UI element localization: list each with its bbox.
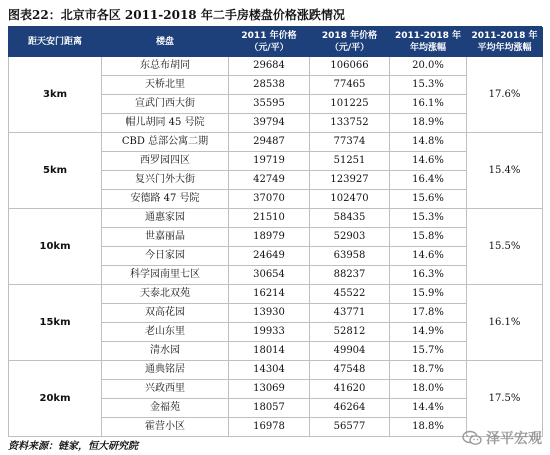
estate-cell: 西罗园四区 xyxy=(102,152,229,171)
growth-cell: 14.4% xyxy=(390,399,467,418)
estate-cell: 兴政西里 xyxy=(102,380,229,399)
price-2018-cell: 49904 xyxy=(310,342,390,361)
estate-cell: 安德路 47 号院 xyxy=(102,190,229,209)
estate-cell: 世嘉丽晶 xyxy=(102,228,229,247)
header-avg-line1: 2011-2018 年 xyxy=(471,31,538,41)
price-2018-cell: 77465 xyxy=(310,76,390,95)
estate-cell: 科学园南里七区 xyxy=(102,266,229,285)
price-2011-cell: 19719 xyxy=(229,152,310,171)
growth-cell: 14.8% xyxy=(390,133,467,152)
growth-cell: 18.7% xyxy=(390,361,467,380)
header-price-2018-line1: 2018 年价格 xyxy=(321,31,378,41)
growth-cell: 15.3% xyxy=(390,76,467,95)
price-2011-cell: 16978 xyxy=(229,418,310,437)
price-2018-cell: 133752 xyxy=(310,114,390,133)
growth-cell: 17.8% xyxy=(390,304,467,323)
estate-cell: 复兴门外大街 xyxy=(102,171,229,190)
avg-growth-cell: 17.6% xyxy=(467,57,543,133)
price-2018-cell: 52903 xyxy=(310,228,390,247)
price-2018-cell: 46264 xyxy=(310,399,390,418)
price-2011-cell: 24649 xyxy=(229,247,310,266)
avg-growth-cell: 17.5% xyxy=(467,361,543,437)
growth-cell: 14.6% xyxy=(390,247,467,266)
price-2011-cell: 37070 xyxy=(229,190,310,209)
distance-cell: 15km xyxy=(9,285,102,361)
price-2011-cell: 19933 xyxy=(229,323,310,342)
estate-cell: 宣武门西大街 xyxy=(102,95,229,114)
table-row xyxy=(9,209,543,228)
estate-cell: 通惠家园 xyxy=(102,209,229,228)
header-growth-line2: 年均涨幅 xyxy=(409,43,446,53)
price-2018-cell: 123927 xyxy=(310,171,390,190)
price-2011-cell: 29684 xyxy=(229,57,310,76)
price-2011-cell: 21510 xyxy=(229,209,310,228)
estate-cell: 帽儿胡同 45 号院 xyxy=(102,114,229,133)
growth-cell: 16.3% xyxy=(390,266,467,285)
distance-cell: 5km xyxy=(9,133,102,209)
header-growth xyxy=(390,28,467,57)
price-2018-cell: 56577 xyxy=(310,418,390,437)
price-2011-cell: 14304 xyxy=(229,361,310,380)
header-price-2011-line2: （元/平） xyxy=(249,43,289,53)
table-header-row xyxy=(9,28,543,57)
distance-cell: 10km xyxy=(9,209,102,285)
price-2018-cell: 101225 xyxy=(310,95,390,114)
table-body xyxy=(9,57,543,437)
header-distance: 距天安门距离 xyxy=(9,28,102,57)
avg-growth-cell: 15.4% xyxy=(467,133,543,209)
price-2018-cell: 106066 xyxy=(310,57,390,76)
price-2011-cell: 18014 xyxy=(229,342,310,361)
growth-cell: 14.6% xyxy=(390,152,467,171)
header-avg-line2: 平均年均涨幅 xyxy=(477,43,532,53)
distance-cell: 3km xyxy=(9,57,102,133)
price-2011-cell: 42749 xyxy=(229,171,310,190)
price-2011-cell: 28538 xyxy=(229,76,310,95)
estate-cell: 东总布胡同 xyxy=(102,57,229,76)
growth-cell: 14.9% xyxy=(390,323,467,342)
table-row xyxy=(9,361,543,380)
estate-cell: CBD 总部公寓二期 xyxy=(102,133,229,152)
price-2018-cell: 43771 xyxy=(310,304,390,323)
price-2011-cell: 39794 xyxy=(229,114,310,133)
price-2018-cell: 63958 xyxy=(310,247,390,266)
growth-cell: 18.0% xyxy=(390,380,467,399)
price-2011-cell: 30654 xyxy=(229,266,310,285)
estate-cell: 天泰北双苑 xyxy=(102,285,229,304)
price-2018-cell: 102470 xyxy=(310,190,390,209)
price-2011-cell: 35595 xyxy=(229,95,310,114)
growth-cell: 15.7% xyxy=(390,342,467,361)
watermark-text: 泽平宏观 xyxy=(486,431,542,447)
header-price-2011 xyxy=(229,28,310,57)
estate-cell: 金福苑 xyxy=(102,399,229,418)
price-2018-cell: 58435 xyxy=(310,209,390,228)
growth-cell: 15.8% xyxy=(390,228,467,247)
price-2018-cell: 41620 xyxy=(310,380,390,399)
price-2011-cell: 29487 xyxy=(229,133,310,152)
price-2018-cell: 51251 xyxy=(310,152,390,171)
growth-cell: 20.0% xyxy=(390,57,467,76)
price-2011-cell: 18979 xyxy=(229,228,310,247)
header-price-2018-line2: （元/平） xyxy=(329,43,370,53)
header-avg-growth xyxy=(467,28,543,57)
growth-cell: 18.8% xyxy=(390,418,467,437)
price-2018-cell: 52812 xyxy=(310,323,390,342)
table-row xyxy=(9,133,543,152)
header-price-2011-line1: 2011 年价格 xyxy=(241,31,297,41)
wechat-watermark xyxy=(462,427,542,449)
price-2011-cell: 18057 xyxy=(229,399,310,418)
distance-cell: 20km xyxy=(9,361,102,437)
price-2018-cell: 47548 xyxy=(310,361,390,380)
avg-growth-cell: 15.5% xyxy=(467,209,543,285)
header-growth-line1: 2011-2018 年 xyxy=(395,31,461,41)
price-2011-cell: 16214 xyxy=(229,285,310,304)
source-note: 资料来源：链家，恒大研究院 xyxy=(8,441,138,452)
price-2018-cell: 77374 xyxy=(310,133,390,152)
growth-cell: 16.1% xyxy=(390,95,467,114)
growth-cell: 15.9% xyxy=(390,285,467,304)
price-2018-cell: 88237 xyxy=(310,266,390,285)
avg-growth-cell: 16.1% xyxy=(467,285,543,361)
estate-cell: 清水园 xyxy=(102,342,229,361)
estate-cell: 双高花园 xyxy=(102,304,229,323)
table-row xyxy=(9,285,543,304)
header-estate: 楼盘 xyxy=(102,28,229,57)
price-table xyxy=(8,27,543,437)
estate-cell: 通典铭居 xyxy=(102,361,229,380)
growth-cell: 15.3% xyxy=(390,209,467,228)
growth-cell: 16.4% xyxy=(390,171,467,190)
table-row xyxy=(9,57,543,76)
price-2011-cell: 13930 xyxy=(229,304,310,323)
wechat-icon xyxy=(462,430,482,446)
price-2018-cell: 45522 xyxy=(310,285,390,304)
estate-cell: 霍营小区 xyxy=(102,418,229,437)
figure-title: 图表22：北京市各区 2011-2018 年二手房楼盘价格涨跌情况 xyxy=(8,4,542,27)
estate-cell: 今日家园 xyxy=(102,247,229,266)
growth-cell: 15.6% xyxy=(390,190,467,209)
growth-cell: 18.9% xyxy=(390,114,467,133)
header-price-2018 xyxy=(310,28,390,57)
estate-cell: 天桥北里 xyxy=(102,76,229,95)
estate-cell: 老山东里 xyxy=(102,323,229,342)
price-2011-cell: 13069 xyxy=(229,380,310,399)
